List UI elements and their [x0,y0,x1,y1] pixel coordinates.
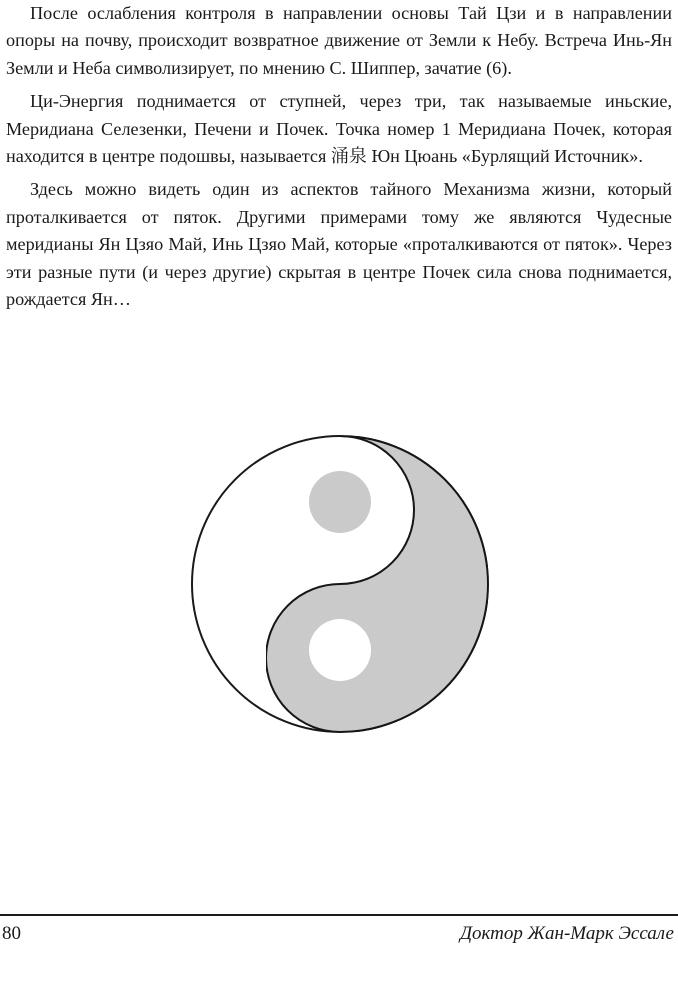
yang-dot [309,619,371,681]
running-footer-author: Доктор Жан-Марк Эссале [459,923,674,944]
footer-rule [0,914,678,916]
page-number: 80 [2,923,21,944]
chinese-characters: 涌泉 [330,146,367,168]
yin-yang-svg [190,434,490,734]
paragraph-2-text-before: Ци-Энергия поднимается от ступней, через три, так называемые иньские, Меридиана Селезенки, Печени и Почек. Точка номер 1 Меридиана Почек, которая находится в центре подошвы, называется [6,91,672,167]
paragraph-1: После ослабления контроля в направлении основы Тай Цзи и в направлении опоры на почву, происходит возвратное движение от Земли к Небу. Встреча Инь-Ян Земли и Неба символизирует, по мнению С. Шиппер, зачатие (6). [6,3,672,78]
body-text [6,0,672,319]
paragraph-2 [6,88,672,170]
paragraph-3: Здесь можно видеть один из аспектов тайного Механизма жизни, который проталкивается от пяток. Другими примерами тому же являются Чудесные меридианы Ян Цзяо Май, Инь Цзяо Май, которые «проталкиваются от пяток». Через эти разные пути (и через другие) скрытая в центре Почек сила снова поднимается, рождается Ян… [6,179,672,310]
paragraph-2-text-after: Юн Цюань «Бурлящий Источник». [366,146,643,167]
yin-dot [309,471,371,533]
yin-yang-figure [190,434,490,734]
